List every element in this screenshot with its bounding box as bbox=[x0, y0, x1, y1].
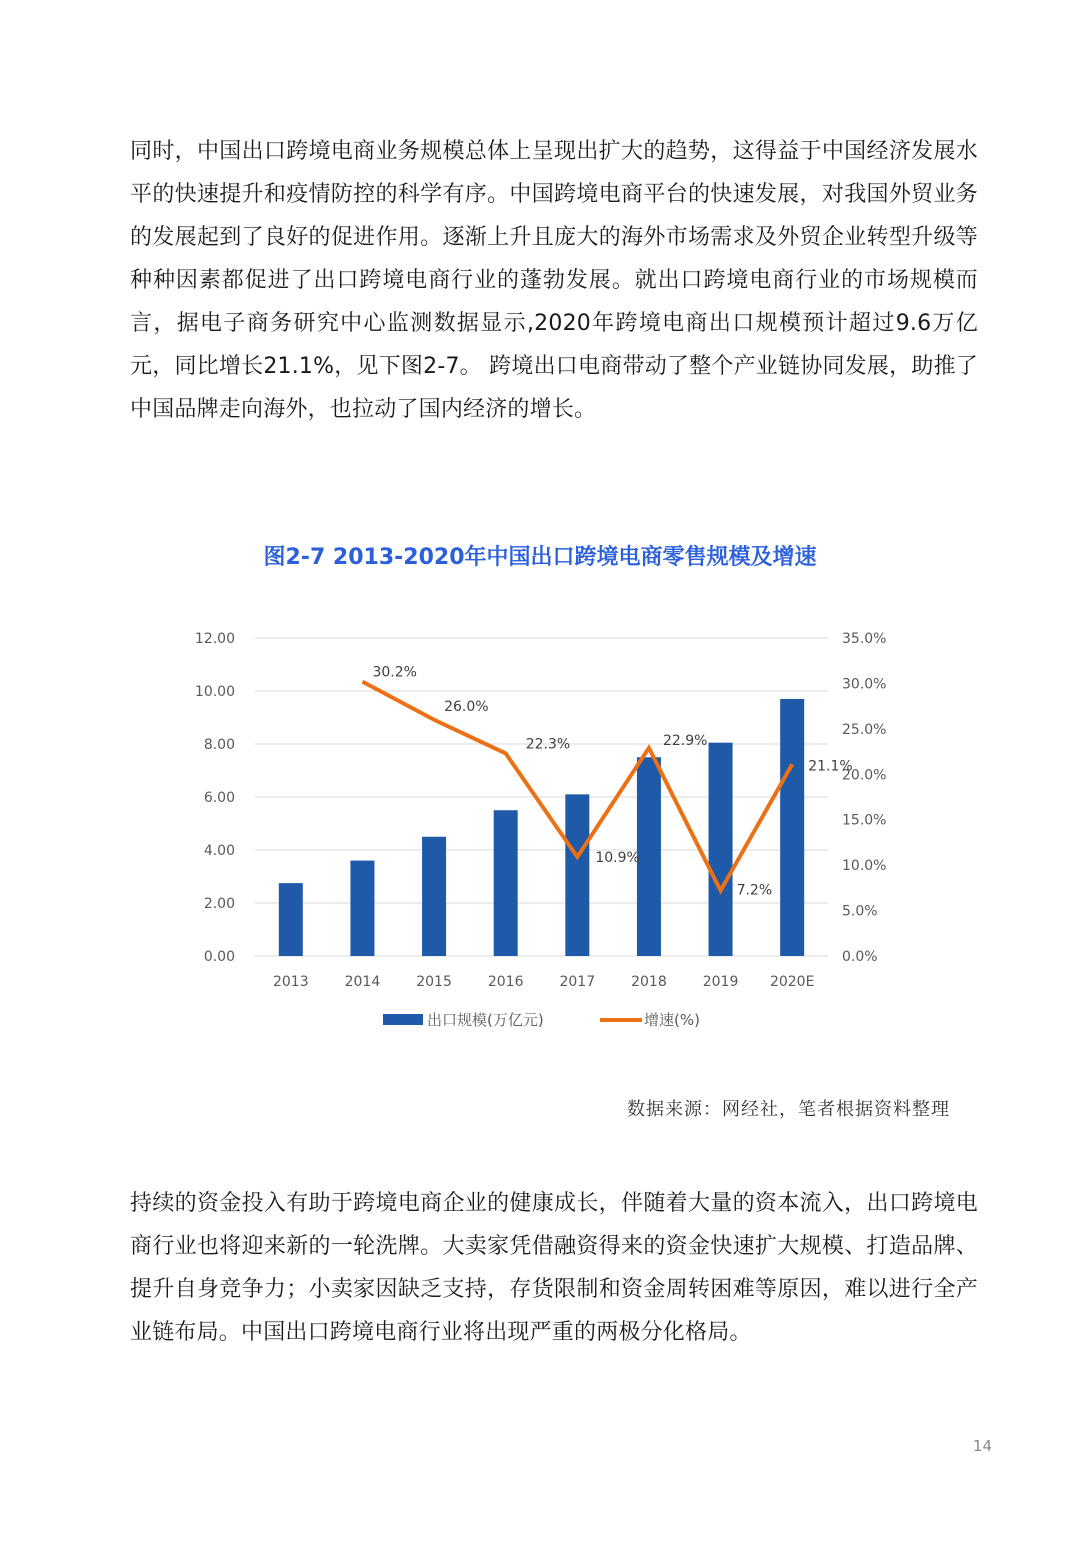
figure-title: 图2-7 2013-2020年中国出口跨境电商零售规模及增速 bbox=[263, 545, 817, 570]
growth-data-label: 26.0% bbox=[444, 698, 489, 715]
y-right-tick-label: 20.0% bbox=[842, 767, 887, 784]
bar bbox=[279, 883, 303, 956]
paragraph-line: 极分化格局。 bbox=[618, 1320, 752, 1345]
y-right-tick-label: 15.0% bbox=[842, 812, 887, 829]
bar bbox=[709, 743, 733, 956]
chart bbox=[170, 618, 910, 1048]
y-left-tick-label: 4.00 bbox=[203, 843, 235, 859]
y-left-tick-label: 0.00 bbox=[203, 949, 235, 965]
x-tick-label: 2017 bbox=[559, 974, 596, 990]
paragraph-line: 持续的资金投入有助于跨境电商企业的健康成长，伴随着大量的资本流入，出 bbox=[130, 1191, 889, 1216]
legend-swatch-bar bbox=[383, 1014, 423, 1025]
bar bbox=[494, 810, 518, 956]
y-right-tick-label: 25.0% bbox=[842, 721, 887, 738]
bar bbox=[350, 861, 374, 956]
bar bbox=[637, 757, 661, 956]
growth-data-label: 22.9% bbox=[662, 732, 708, 749]
y-right-tick-label: 35.0% bbox=[842, 631, 887, 647]
y-left-tick-label: 6.00 bbox=[203, 790, 235, 806]
x-tick-label: 2013 bbox=[272, 974, 309, 990]
x-tick-label: 2014 bbox=[344, 974, 381, 990]
paragraph-line: 求及外贸企业转型升级等种种因素都促进了出口跨境电商行业的蓬勃发展。 bbox=[130, 225, 978, 293]
x-tick-label: 2019 bbox=[702, 974, 739, 990]
y-left-tick-label: 12.00 bbox=[194, 631, 235, 647]
paragraph-2 bbox=[130, 1182, 978, 1354]
x-tick-label: 2018 bbox=[631, 974, 667, 990]
paragraph-line: 困难等原因，难以进行全产业链布局。中国出口跨境电商行业将出现严重的两 bbox=[130, 1277, 979, 1345]
legend-label-bar: 出口规模(万亿元) bbox=[427, 1011, 544, 1029]
y-left-tick-label: 2.00 bbox=[203, 896, 235, 912]
growth-data-label: 7.2% bbox=[736, 882, 773, 899]
paragraph-1 bbox=[130, 130, 978, 431]
y-right-tick-label: 0.0% bbox=[842, 949, 878, 965]
bar bbox=[780, 699, 804, 956]
paragraph-line: 年跨境电商出口规模预计超过9.6万亿元，同比增长21.1%，见下图2-7。 跨境 bbox=[130, 311, 978, 379]
y-right-tick-label: 10.0% bbox=[842, 858, 887, 875]
paragraph-line: 内经济的增长。 bbox=[440, 397, 597, 422]
paragraph-line: 济发展水平的快速提升和疫情防控的科学有序。中国跨境电商平台的快速发展， bbox=[130, 139, 978, 207]
growth-data-label: 10.9% bbox=[595, 849, 640, 866]
y-right-tick-label: 30.0% bbox=[842, 676, 887, 693]
bar bbox=[422, 837, 446, 956]
legend-label-line: 增速(%) bbox=[644, 1011, 700, 1029]
growth-data-label: 21.1% bbox=[808, 758, 853, 775]
paragraph-line: 口跨境电商行业也将迎来新的一轮洗牌。大卖家凭借融资得来的资金快速扩大 bbox=[130, 1191, 978, 1259]
y-left-tick-label: 8.00 bbox=[203, 737, 235, 753]
x-tick-label: 2016 bbox=[487, 974, 524, 990]
growth-data-label: 22.3% bbox=[525, 736, 571, 753]
paragraph-line: 同时，中国出口跨境电商业务规模总体上呈现出扩大的趋势，这得益于中国经 bbox=[130, 139, 889, 164]
paragraph-line: 规模、打造品牌、提升自身竞争力；小卖家因缺乏支持，存货限制和资金周转 bbox=[130, 1234, 978, 1302]
paragraph-line: 对我国外贸业务的发展起到了良好的促进作用。逐渐上升且庞大的海外市场需 bbox=[130, 182, 979, 250]
x-tick-label: 2015 bbox=[416, 974, 452, 990]
page-number: 14 bbox=[972, 1437, 992, 1455]
growth-data-label: 30.2% bbox=[372, 664, 417, 681]
y-right-tick-label: 5.0% bbox=[842, 903, 878, 920]
bar bbox=[565, 794, 589, 956]
x-tick-label: 2020E bbox=[769, 974, 815, 990]
figure-source: 数据来源：网经社，笔者根据资料整理 bbox=[627, 1099, 950, 1120]
paragraph-line: 出口电商带动了整个产业链协同发展，助推了中国品牌走向海外，也拉动了国 bbox=[130, 354, 978, 422]
y-left-tick-label: 10.00 bbox=[194, 684, 235, 700]
paragraph-line: 就出口跨境电商行业的市场规模而言，据电子商务研究中心监测数据显示,2020 bbox=[130, 268, 978, 336]
